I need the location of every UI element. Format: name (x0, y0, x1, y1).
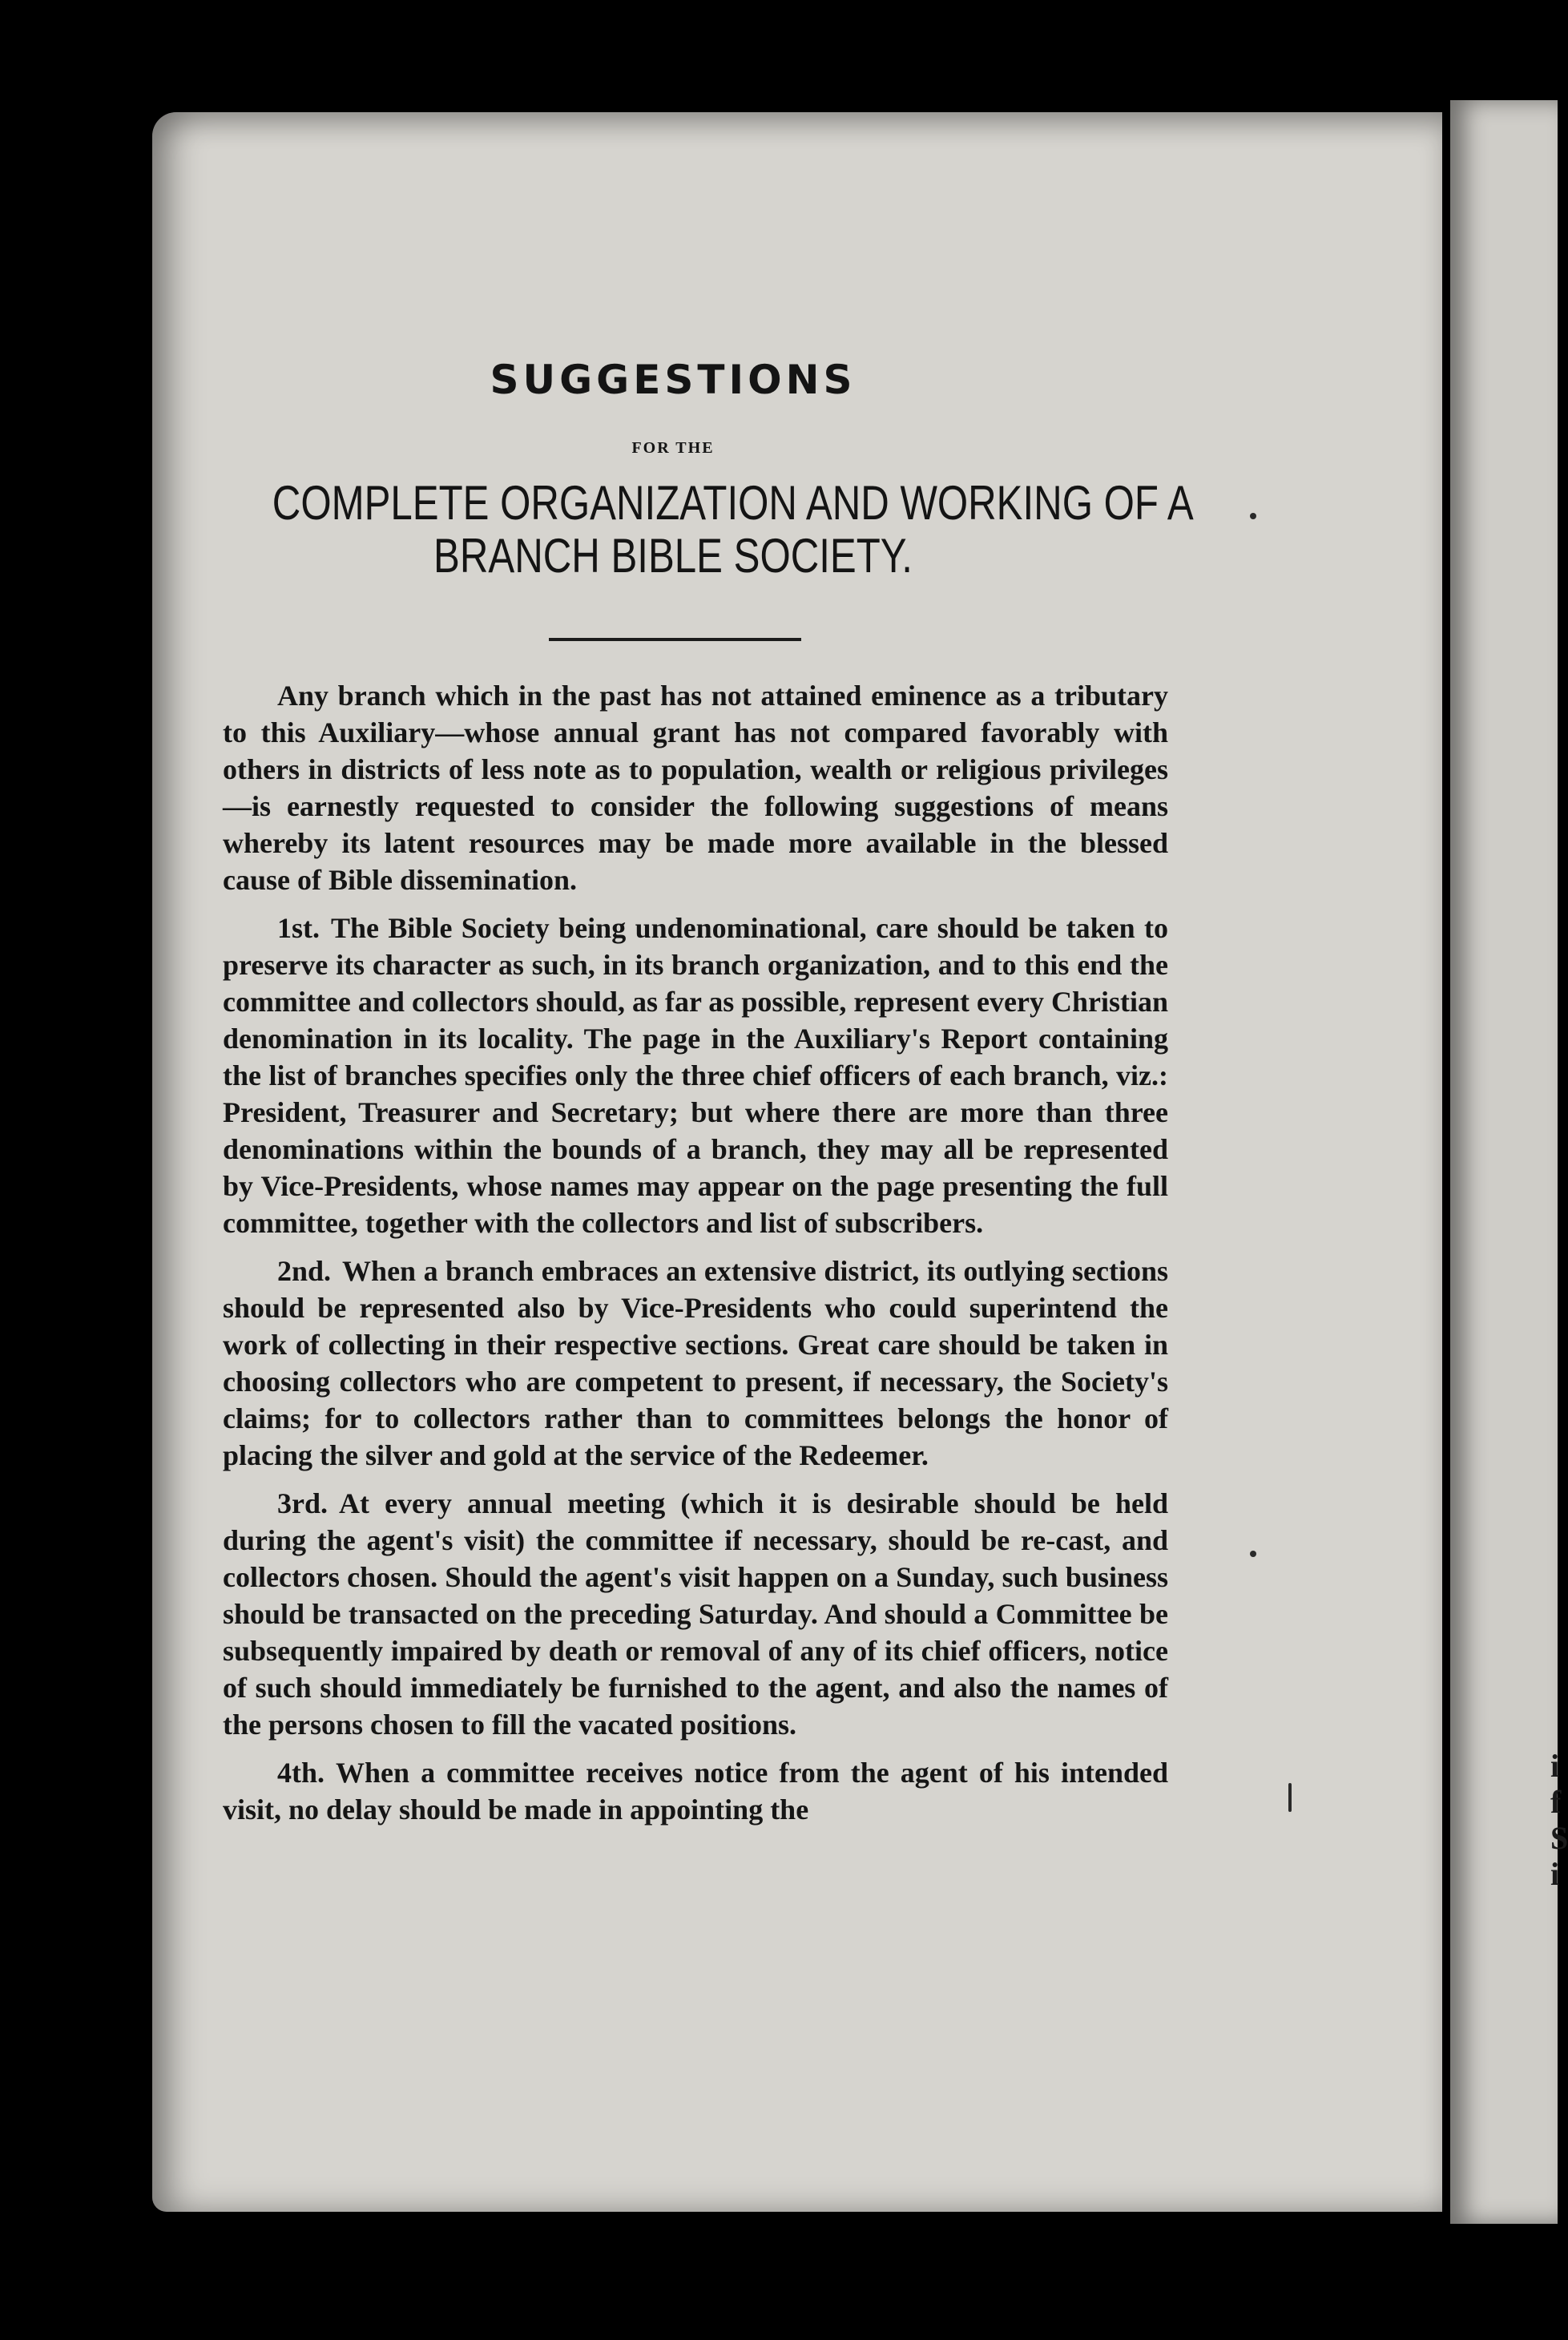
paragraph-text: At every annual meeting (which it is desirable should be held during the agent's visit) the committee if necessary, should be re-cast, and collectors chosen. Should the agent's visit happen on a Sunday, such business should be transacted on the preceding Saturday. And should a Committee be subsequently impaired by death or removal of any of its chief officers, notice of such should immediately be furnished to the agent, and also the names of the persons chosen to fill the vacated positions. (223, 1487, 1168, 1741)
title-divider (549, 638, 801, 641)
heading-line: COMPLETE ORGANIZATION AND WORKING OF A (272, 476, 1194, 530)
document-heading (272, 476, 1194, 583)
ink-speck (1250, 513, 1256, 519)
paragraph-number: 3rd. (277, 1487, 328, 1519)
paragraph-number: 1st. (277, 912, 320, 944)
paragraph-text: The Bible Society being undenominational, care should be taken to preserve its character as such, in its branch organization, and to this end the committee and collectors should, as far as possible, represent every Christian denomination in its locality. The page in the Auxiliary's Report containing the list of branches specifies only the three chief officers of each branch, viz.: President, Treasurer and Secretary; but where there are more than three denominations within the bounds of a branch, they may all be represented by Vice-Presidents, whose names may appear on the page presenting the full committee, together with the collectors and list of subscribers. (223, 912, 1168, 1239)
adjacent-page-fragment: i (1550, 1856, 1560, 1892)
adjacent-page-fragment: f (1550, 1784, 1562, 1820)
document-title: SUGGESTIONS (490, 357, 857, 403)
adjacent-page-edge (1450, 100, 1568, 2224)
numbered-paragraph (223, 1754, 1168, 1828)
heading-line: BRANCH BIBLE SOCIETY. (433, 529, 913, 583)
document-body (223, 677, 1168, 1839)
document-subtitle: FOR THE (631, 439, 715, 457)
numbered-paragraph (223, 1253, 1168, 1474)
numbered-paragraph (223, 910, 1168, 1241)
numbered-paragraph (223, 1485, 1168, 1743)
adjacent-page-fragment: S (1550, 1820, 1568, 1856)
paragraph-number: 4th. (277, 1757, 325, 1789)
paragraph-text: When a branch embraces an extensive district, its outlying sections should be represented also by Vice-Presidents who could superintend the work of collecting in their respective sections. Great care should be taken in choosing collectors who are competent to present, if necessary, the Society's claims; for to collectors rather than to committees belongs the honor of placing the silver and gold at the service of the Redeemer. (223, 1255, 1168, 1471)
intro-paragraph: Any branch which in the past has not attained eminence as a tributary to this Auxiliary—whose annual grant has not compared favorably with others in districts of less note as to population, wealth or religious privileges—is earnestly requested to consider the following suggestions of means whereby its latent resources may be made more available in the blessed cause of Bible dissemination. (223, 680, 1168, 896)
ink-speck (1288, 1783, 1292, 1812)
paragraph-text: When a committee receives notice from the agent of his intended visit, no delay should be made in appointing the (223, 1757, 1168, 1826)
paragraph-number: 2nd. (277, 1255, 332, 1287)
ink-speck (1250, 1551, 1256, 1557)
adjacent-page-fragment: i (1550, 1748, 1560, 1784)
